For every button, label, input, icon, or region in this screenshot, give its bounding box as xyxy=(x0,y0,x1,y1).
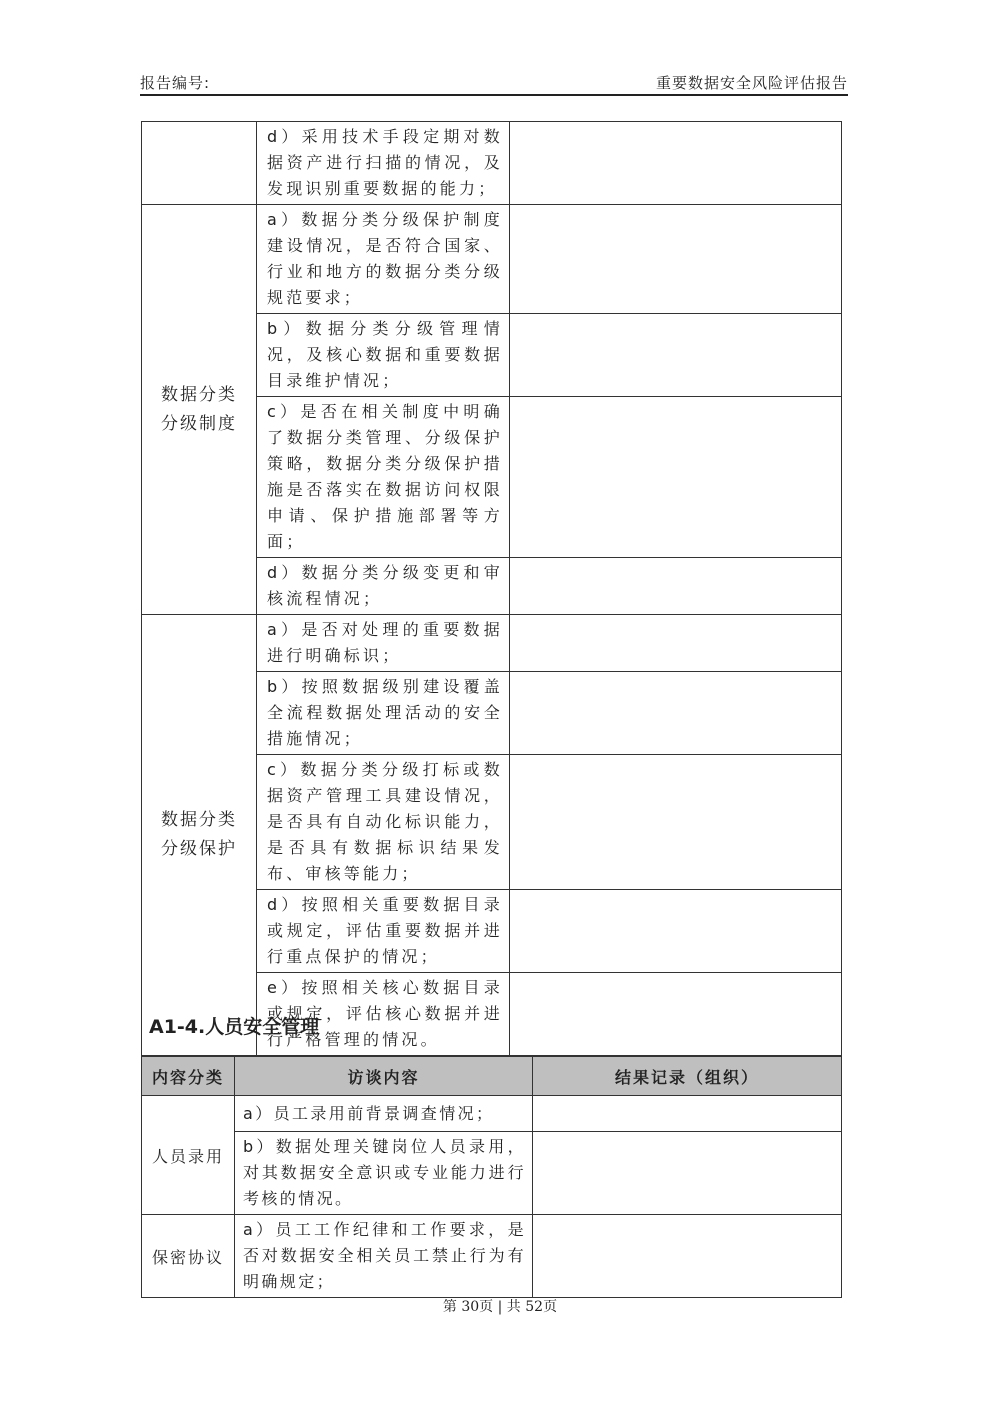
column-header-interview: 访谈内容 xyxy=(235,1057,533,1096)
result-record-cell[interactable] xyxy=(533,1096,842,1132)
result-record-cell[interactable] xyxy=(533,1215,842,1298)
interview-item: a）员工录用前背景调查情况； xyxy=(235,1096,533,1132)
table-row xyxy=(142,122,842,205)
interview-item: c）是否在相关制度中明确了数据分类管理、分级保护策略，数据分类分级保护措施是否落实在数据访问权限申请、保护措施部署等方面； xyxy=(257,397,510,558)
interview-item: a）是否对处理的重要数据进行明确标识； xyxy=(257,615,510,672)
result-record-cell[interactable] xyxy=(510,755,842,890)
result-record-cell[interactable] xyxy=(510,672,842,755)
result-record-cell[interactable] xyxy=(510,973,842,1056)
result-record-cell[interactable] xyxy=(510,122,842,205)
result-record-cell[interactable] xyxy=(533,1132,842,1215)
category-cell: 保密协议 xyxy=(142,1215,235,1298)
interview-item: d）采用技术手段定期对数据资产进行扫描的情况，及发现识别重要数据的能力； xyxy=(257,122,510,205)
table-row xyxy=(142,1215,842,1298)
table-row xyxy=(142,1132,842,1215)
result-record-cell[interactable] xyxy=(510,615,842,672)
interview-item: b）数据处理关键岗位人员录用，对其数据安全意识或专业能力进行考核的情况。 xyxy=(235,1132,533,1215)
result-record-cell[interactable] xyxy=(510,205,842,314)
interview-item: d）按照相关重要数据目录或规定，评估重要数据并进行重点保护的情况； xyxy=(257,890,510,973)
report-title: 重要数据安全风险评估报告 xyxy=(655,74,848,92)
interview-item: b）数据分类分级管理情况，及核心数据和重要数据目录维护情况； xyxy=(257,314,510,397)
category-cell: 数据分类分级保护 xyxy=(142,615,257,1056)
table-row xyxy=(142,205,842,314)
category-cell: 数据分类分级制度 xyxy=(142,205,257,615)
assessment-table-personnel xyxy=(141,1056,842,1298)
table-header-row xyxy=(142,1057,842,1096)
table-row xyxy=(142,1096,842,1132)
column-header-category: 内容分类 xyxy=(142,1057,235,1096)
interview-item: e）按照相关核心数据目录或规定，评估核心数据并进行严格管理的情况。 xyxy=(257,973,510,1056)
category-cell-empty xyxy=(142,122,257,205)
assessment-table-classification xyxy=(141,121,842,1056)
interview-item: a）数据分类分级保护制度建设情况，是否符合国家、行业和地方的数据分类分级规范要求； xyxy=(257,205,510,314)
interview-item: a）员工工作纪律和工作要求，是否对数据安全相关员工禁止行为有明确规定； xyxy=(235,1215,533,1298)
result-record-cell[interactable] xyxy=(510,558,842,615)
page-header xyxy=(140,70,848,96)
report-number-label: 报告编号: xyxy=(140,74,211,92)
page-footer: 第 30页 | 共 52页 xyxy=(442,1299,558,1315)
category-cell: 人员录用 xyxy=(142,1096,235,1215)
result-record-cell[interactable] xyxy=(510,890,842,973)
result-record-cell[interactable] xyxy=(510,397,842,558)
interview-item: b）按照数据级别建设覆盖全流程数据处理活动的安全措施情况； xyxy=(257,672,510,755)
table-row xyxy=(142,615,842,672)
result-record-cell[interactable] xyxy=(510,314,842,397)
column-header-result: 结果记录（组织） xyxy=(533,1057,842,1096)
interview-item: d）数据分类分级变更和审核流程情况； xyxy=(257,558,510,615)
interview-item: c）数据分类分级打标或数据资产管理工具建设情况，是否具有自动化标识能力，是否具有数据标识结果发布、审核等能力； xyxy=(257,755,510,890)
section-title: A1-4.人员安全管理 xyxy=(149,1016,320,1038)
